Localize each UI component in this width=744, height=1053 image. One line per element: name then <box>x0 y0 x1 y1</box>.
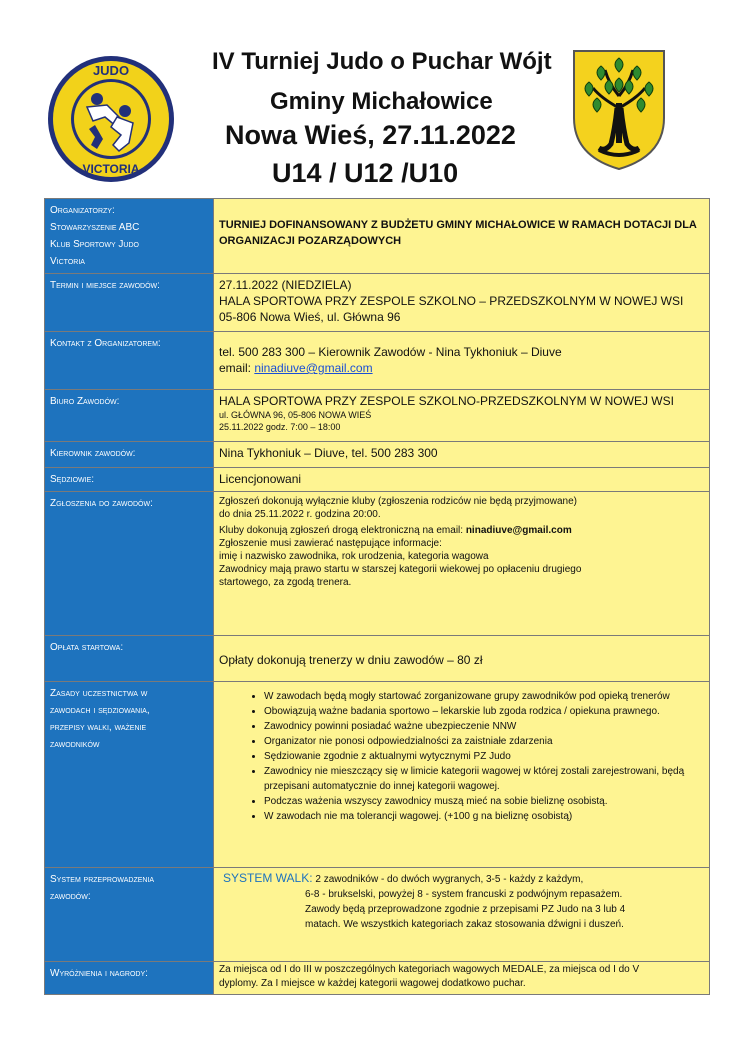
value-date-place <box>214 274 710 332</box>
header <box>0 0 744 195</box>
contact-email-link[interactable]: ninadiuve@gmail.com <box>254 361 373 375</box>
list-item: • Organizator nie ponosi odpowiedzialności za zaistniałe zdarzenia <box>264 734 704 749</box>
value-entries <box>214 492 710 636</box>
title-line-3: Nowa Wieś, 27.11.2022 <box>225 120 516 150</box>
row-awards <box>45 962 710 995</box>
label-rules-l1: Zasady uczestnictwa w <box>50 688 148 699</box>
row-director <box>45 442 710 468</box>
value-referees: Licencjonowani <box>214 468 710 492</box>
list-item: • W zawodach będą mogły startować zorganizowane grupy zawodników pod opieką trenerów <box>264 689 704 704</box>
contact-email-line <box>219 360 704 376</box>
label-system-l1: System przeprowadzenia <box>50 874 155 885</box>
value-system <box>214 868 710 962</box>
coat-of-arms-icon <box>571 48 667 172</box>
system-label: SYSTEM WALK: <box>223 871 313 885</box>
address-text: 05-806 Nowa Wieś, ul. Główna 96 <box>219 310 401 324</box>
system-l1-line <box>219 871 704 887</box>
system-l3: Zawody będą przeprowadzone zgodnie z przepisami PZ Judo na 3 lub 4 <box>305 904 626 915</box>
fee-text: Opłaty dokonują trenerzy w dniu zawodów – 80 zł <box>219 653 483 667</box>
list-item: • W zawodach nie ma tolerancji wagowej. (+100 g na bieliznę osobistą) <box>264 809 704 824</box>
label-rules-l4: zawodników <box>50 739 100 750</box>
label-system-l2: zawodów: <box>50 891 91 902</box>
entries-l7: startowego, za zgodą trenera. <box>219 577 352 588</box>
value-awards <box>214 962 710 995</box>
value-office <box>214 390 710 442</box>
label-rules <box>45 682 214 868</box>
label-contact: Kontakt z Organizatorem: <box>45 332 214 390</box>
row-contact <box>45 332 710 390</box>
system-l4: matach. We wszystkich kategoriach zakaz stosowania dźwigni i duszeń. <box>305 919 624 930</box>
contact-phone: tel. 500 283 300 – Kierownik Zawodów - Nina Tykhoniuk – Diuve <box>219 345 562 359</box>
row-referees <box>45 468 710 492</box>
row-organizer <box>45 199 710 274</box>
row-rules <box>45 682 710 868</box>
office-hours: 25.11.2022 godz. 7:00 – 18:00 <box>219 422 341 432</box>
row-date-place <box>45 274 710 332</box>
list-item: • Sędziowanie zgodnie z aktualnymi wytycznymi PZ Judo <box>264 749 704 764</box>
office-address: ul. GŁÓWNA 96, 05-806 NOWA WIEŚ <box>219 410 372 420</box>
value-organizer <box>214 199 710 274</box>
list-item: • Obowiązują ważne badania sportowo – lekarskie lub zgoda rodzica / opiekuna prawnego. <box>264 704 704 719</box>
label-awards: Wyróżnienia i nagrody: <box>45 962 214 995</box>
rules-list <box>219 689 704 824</box>
label-system <box>45 868 214 962</box>
label-office: Biuro Zawodów: <box>45 390 214 442</box>
list-item: • Zawodnicy powinni posiadać ważne ubezpieczenie NNW <box>264 719 704 734</box>
contact-email-prefix: email: <box>219 361 255 375</box>
awards-l1: Za miejsca od I do III w poszczególnych kategoriach wagowych MEDALE, za miejsca od I do V <box>219 964 640 975</box>
label-fee: Opłata startowa: <box>45 636 214 682</box>
title-line-2: Gminy Michałowice <box>270 88 493 115</box>
label-organizer-l2: Stowarzyszenie ABC <box>50 222 140 233</box>
value-fee <box>214 636 710 682</box>
title-line-4: U14 / U12 /U10 <box>272 158 459 188</box>
entries-l5: imię i nazwisko zawodnika, rok urodzenia, kategoria wagowa <box>219 551 489 562</box>
awards-l2: dyplomy. Za I miejsce w każdej kategorii wagowej dodatkowo puchar. <box>219 978 526 989</box>
entries-email-line <box>219 524 704 537</box>
label-organizer-l4: Victoria <box>50 256 85 267</box>
value-contact <box>214 332 710 390</box>
row-office <box>45 390 710 442</box>
logo-text-bottom: VICTORIA <box>82 162 140 176</box>
label-rules-l2: zawodach i sędziowania, <box>50 705 150 716</box>
label-date-place: Termin i miejsce zawodów: <box>45 274 214 332</box>
label-rules-l3: przepisy walki, ważenie <box>50 722 147 733</box>
label-organizer-l3: Klub Sportowy Judo <box>50 239 139 250</box>
title-line-1: IV Turniej Judo o Puchar Wójt <box>212 48 552 75</box>
date-text: 27.11.2022 (NIEDZIELA) <box>219 278 352 292</box>
label-entries: Zgłoszenia do zawodów: <box>45 492 214 636</box>
list-item: • Zawodnicy nie mieszczący się w limicie kategorii wagowej w której zostali zarejestrowani, będą przepisani automatycznie do innej kategorii wagowej. <box>264 764 704 794</box>
system-l2: 6-8 - brukselski, powyżej 8 - system francuski z podwójnym repasażem. <box>305 889 623 900</box>
entries-l4: Zgłoszenie musi zawierać następujące informacje: <box>219 538 442 549</box>
row-fee <box>45 636 710 682</box>
label-director: Kierownik zawodów: <box>45 442 214 468</box>
entries-email[interactable]: ninadiuve@gmail.com <box>465 525 572 536</box>
entries-email-prefix: Kluby dokonują zgłoszeń drogą elektroniczną na email: <box>219 525 466 536</box>
value-director: Nina Tykhoniuk – Diuve, tel. 500 283 300 <box>214 442 710 468</box>
info-table <box>44 198 710 995</box>
label-referees: Sędziowie: <box>45 468 214 492</box>
funding-note: TURNIEJ DOFINANSOWANY Z BUDŻETU GMINY MICHAŁOWICE W RAMACH DOTACJI DLA ORGANIZACJI POZARZĄDOWYCH <box>219 219 697 247</box>
row-entries <box>45 492 710 636</box>
venue-text: HALA SPORTOWA PRZY ZESPOLE SZKOLNO – PRZEDSZKOLNYM W NOWEJ WSI <box>219 294 684 308</box>
label-organizer-l1: Organizatorzy: <box>50 205 115 216</box>
judo-victoria-logo-icon <box>47 55 175 183</box>
entries-l1: Zgłoszeń dokonują wyłącznie kluby (zgłoszenia rodziców nie będą przyjmowane) <box>219 496 577 507</box>
list-item: • Podczas ważenia wszyscy zawodnicy muszą mieć na sobie bieliznę osobistą. <box>264 794 704 809</box>
entries-l2: do dnia 25.11.2022 r. godzina 20:00. <box>219 509 381 520</box>
label-organizer <box>45 199 214 274</box>
system-l1: 2 zawodników - do dwóch wygranych, 3-5 - każdy z każdym, <box>315 874 584 885</box>
office-venue: HALA SPORTOWA PRZY ZESPOLE SZKOLNO-PRZEDSZKOLNYM W NOWEJ WSI <box>219 394 674 408</box>
value-rules <box>214 682 710 868</box>
logo-text-top: JUDO <box>92 63 130 78</box>
entries-l6: Zawodnicy mają prawo startu w starszej kategorii wiekowej po opłaceniu drugiego <box>219 564 582 575</box>
row-system <box>45 868 710 962</box>
